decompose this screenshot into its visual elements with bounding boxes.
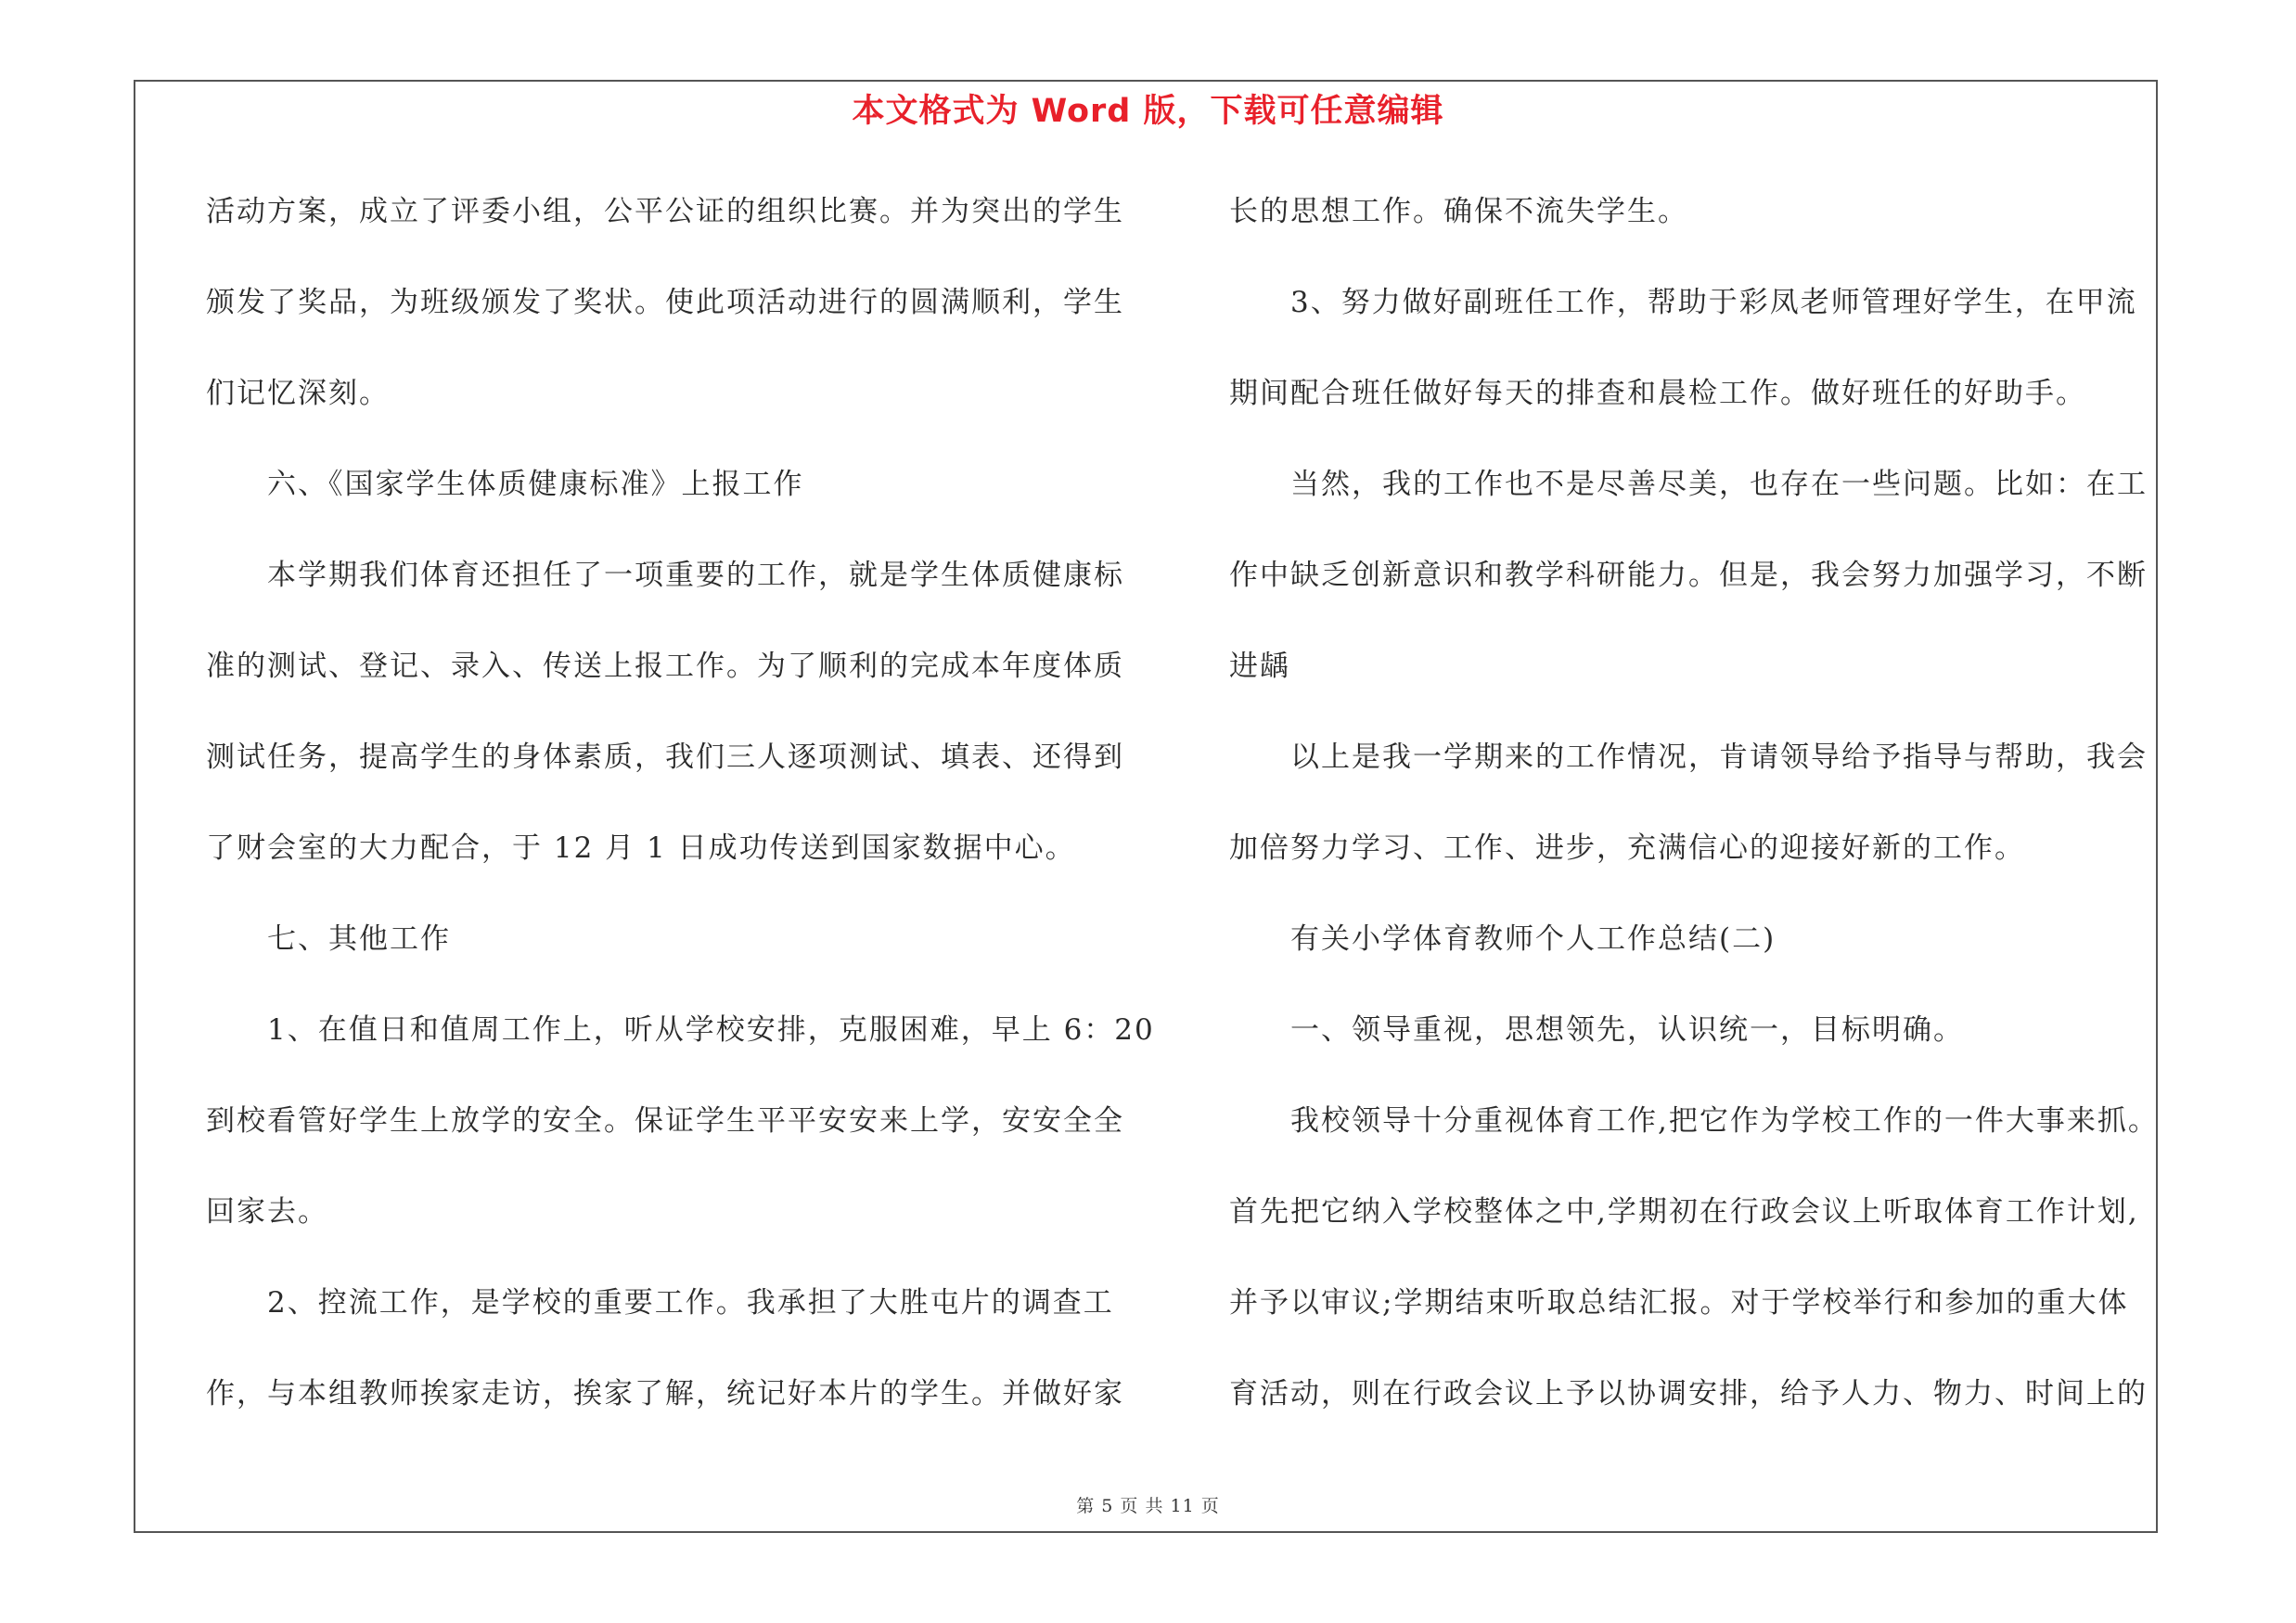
text-line: 3、努力做好副班任工作，帮助于彩凤老师管理好学生，在甲流 <box>1290 286 2137 319</box>
text-line: 育活动，则在行政会议上予以协调安排，给予人力、物力、时间上的 <box>1229 1377 2148 1410</box>
text-line: 以上是我一学期来的工作情况，肯请领导给予指导与帮助，我会 <box>1290 741 2148 774</box>
text-line: 进龋 <box>1229 650 1290 683</box>
text-line: 并予以审议;学期结束听取总结汇报。对于学校举行和参加的重大体 <box>1229 1286 2129 1320</box>
text-line: 六、《国家学生体质健康标准》上报工作 <box>267 468 804 501</box>
text-line: 到校看管好学生上放学的安全。保证学生平平安安来上学，安安全全 <box>206 1104 1124 1138</box>
document-banner: 本文格式为 Word 版，下载可任意编辑 <box>852 93 1444 130</box>
text-line: 测试任务，提高学生的身体素质，我们三人逐项测试、填表、还得到 <box>206 741 1124 774</box>
text-line: 作中缺乏创新意识和教学科研能力。但是，我会努力加强学习，不断 <box>1229 559 2148 592</box>
text-line: 长的思想工作。确保不流失学生。 <box>1229 195 1688 228</box>
text-line: 活动方案，成立了评委小组，公平公证的组织比赛。并为突出的学生 <box>206 195 1124 228</box>
page-footer: 第 5 页 共 11 页 <box>1076 1496 1220 1516</box>
text-line: 当然，我的工作也不是尽善尽美，也存在一些问题。比如：在工 <box>1290 468 2148 501</box>
text-line: 了财会室的大力配合，于 12 月 1 日成功传送到国家数据中心。 <box>206 831 1076 865</box>
left-column <box>206 186 1155 1459</box>
text-line: 七、其他工作 <box>267 922 451 956</box>
text-line: 有关小学体育教师个人工作总结(二) <box>1290 922 1777 956</box>
text-line: 颁发了奖品，为班级颁发了奖状。使此项活动进行的圆满顺利，学生 <box>206 286 1124 319</box>
text-line: 首先把它纳入学校整体之中,学期初在行政会议上听取体育工作计划, <box>1229 1195 2139 1229</box>
text-line: 一、领导重视，思想领先，认识统一，目标明确。 <box>1290 1013 1964 1047</box>
text-line: 作，与本组教师挨家走访，挨家了解，统记好本片的学生。并做好家 <box>206 1377 1124 1410</box>
text-line: 准的测试、登记、录入、传送上报工作。为了顺利的完成本年度体质 <box>206 650 1124 683</box>
text-line: 期间配合班任做好每天的排查和晨检工作。做好班任的好助手。 <box>1229 377 2086 410</box>
text-line: 加倍努力学习、工作、进步，充满信心的迎接好新的工作。 <box>1229 831 2025 865</box>
text-line: 们记忆深刻。 <box>206 377 390 410</box>
text-line: 2、控流工作，是学校的重要工作。我承担了大胜屯片的调查工 <box>267 1286 1114 1320</box>
text-line: 回家去。 <box>206 1195 328 1229</box>
text-line: 1、在值日和值周工作上，听从学校安排，克服困难，早上 6：20 <box>267 1013 1155 1047</box>
right-column <box>1229 186 2161 1459</box>
text-line: 本学期我们体育还担任了一项重要的工作，就是学生体质健康标 <box>267 559 1124 592</box>
text-line: 我校领导十分重视体育工作,把它作为学校工作的一件大事来抓。 <box>1290 1104 2159 1138</box>
